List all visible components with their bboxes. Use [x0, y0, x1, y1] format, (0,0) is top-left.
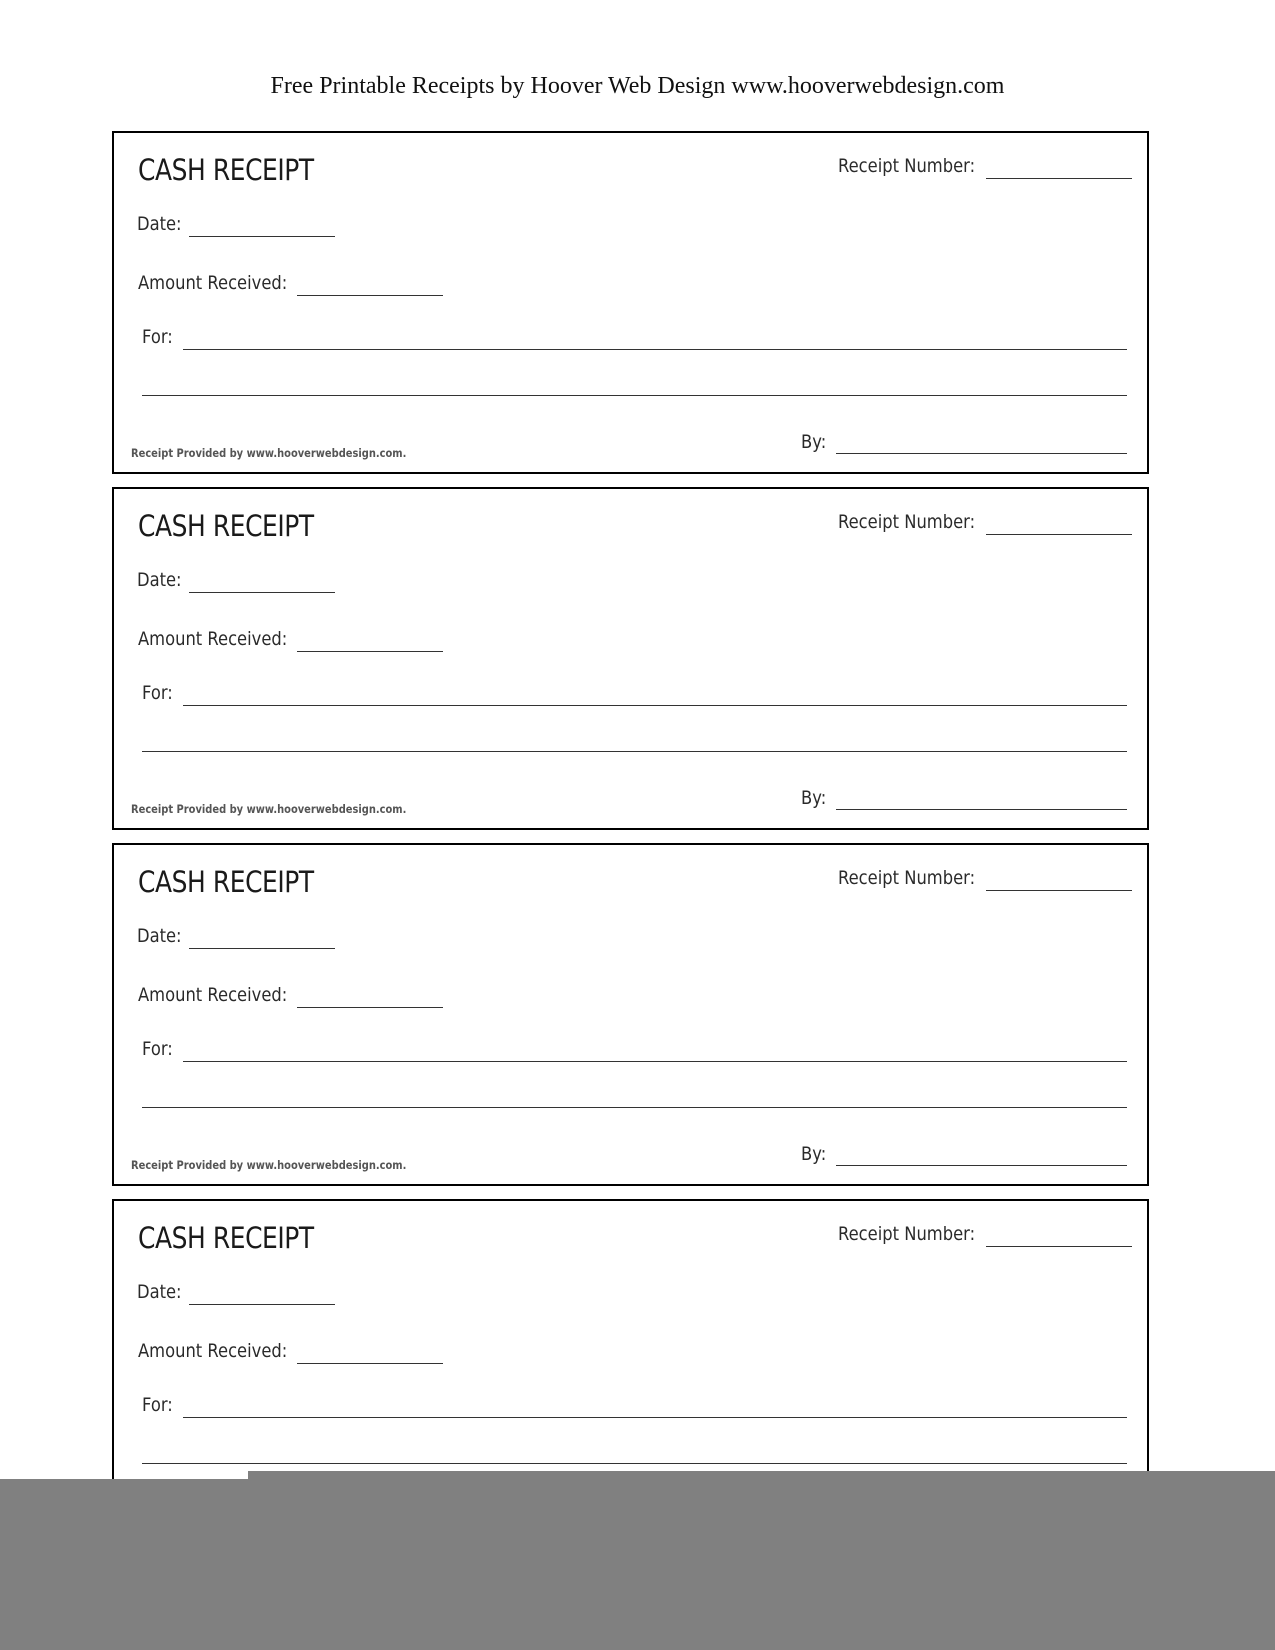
for-field[interactable]: [183, 1061, 1127, 1062]
for-label: For:: [142, 682, 173, 704]
by-label: By:: [801, 1143, 827, 1165]
date-label: Date:: [137, 1281, 182, 1303]
page-header: Free Printable Receipts by Hoover Web Design www.hooverwebdesign.com: [270, 73, 1005, 99]
provided-by-text: Receipt Provided by www.hooverwebdesign.com.: [131, 446, 407, 460]
for-field-continued[interactable]: [142, 751, 1127, 752]
date-label: Date:: [137, 925, 182, 947]
amount-field[interactable]: [297, 1363, 443, 1364]
receipt-title: CASH RECEIPT: [138, 1221, 314, 1255]
receipt-number-field[interactable]: [986, 890, 1132, 891]
date-field[interactable]: [189, 1304, 335, 1305]
for-field[interactable]: [183, 705, 1127, 706]
by-label: By:: [801, 787, 827, 809]
for-field[interactable]: [183, 349, 1127, 350]
by-label: By:: [801, 431, 827, 453]
receipt-card: [112, 487, 1149, 830]
receipt-number-label: Receipt Number:: [838, 511, 976, 533]
date-label: Date:: [137, 569, 182, 591]
by-field[interactable]: [836, 809, 1127, 810]
amount-label: Amount Received:: [138, 272, 288, 294]
date-field[interactable]: [189, 592, 335, 593]
for-label: For:: [142, 326, 173, 348]
receipt-title: CASH RECEIPT: [138, 865, 314, 899]
date-label: Date:: [137, 213, 182, 235]
amount-label: Amount Received:: [138, 1340, 288, 1362]
receipt-number-field[interactable]: [986, 534, 1132, 535]
receipt-card: [112, 131, 1149, 474]
amount-label: Amount Received:: [138, 628, 288, 650]
date-field[interactable]: [189, 948, 335, 949]
receipt-number-label: Receipt Number:: [838, 155, 976, 177]
receipt-title: CASH RECEIPT: [138, 153, 314, 187]
by-field[interactable]: [836, 453, 1127, 454]
receipt-number-field[interactable]: [986, 1246, 1132, 1247]
for-label: For:: [142, 1038, 173, 1060]
amount-field[interactable]: [297, 1007, 443, 1008]
by-field[interactable]: [836, 1165, 1127, 1166]
date-field[interactable]: [189, 236, 335, 237]
for-field-continued[interactable]: [142, 1107, 1127, 1108]
amount-label: Amount Received:: [138, 984, 288, 1006]
provided-by-text: Receipt Provided by www.hooverwebdesign.com.: [131, 1158, 407, 1172]
receipt-number-label: Receipt Number:: [838, 1223, 976, 1245]
overlay-panel: [0, 1479, 1275, 1650]
receipt-number-field[interactable]: [986, 178, 1132, 179]
provided-by-text: Receipt Provided by www.hooverwebdesign.com.: [131, 802, 407, 816]
for-field-continued[interactable]: [142, 1463, 1127, 1464]
receipt-title: CASH RECEIPT: [138, 509, 314, 543]
receipt-card: [112, 843, 1149, 1186]
amount-field[interactable]: [297, 295, 443, 296]
for-field[interactable]: [183, 1417, 1127, 1418]
receipt-number-label: Receipt Number:: [838, 867, 976, 889]
amount-field[interactable]: [297, 651, 443, 652]
for-label: For:: [142, 1394, 173, 1416]
for-field-continued[interactable]: [142, 395, 1127, 396]
